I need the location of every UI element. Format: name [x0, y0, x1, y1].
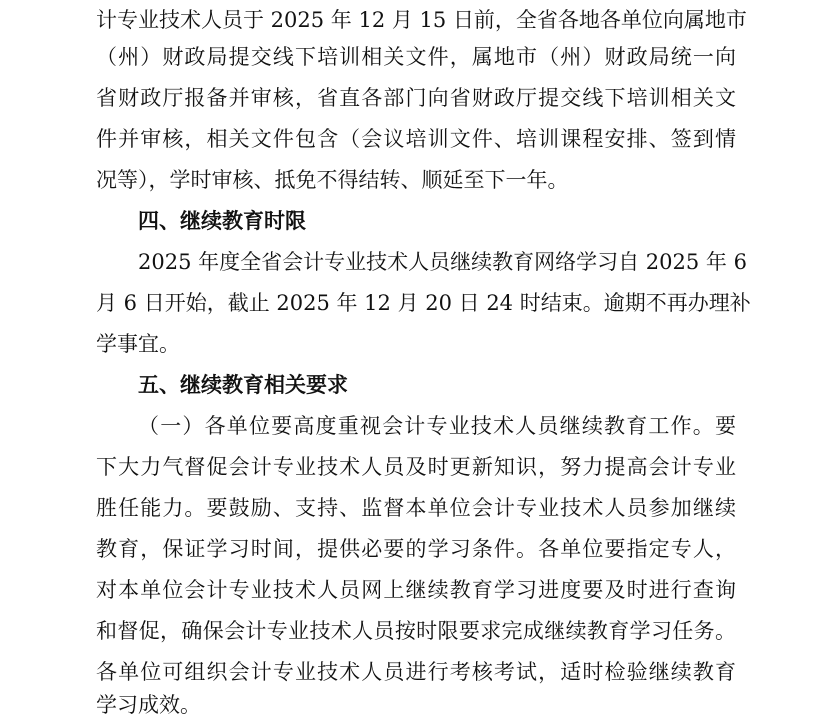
section-heading-4: 四、继续教育时限 — [138, 209, 306, 233]
paragraph-line: 计专业技术人员于 2025 年 12 月 15 日前，全省各地各单位向属地市 — [96, 8, 747, 32]
paragraph-line: 对本单位会计专业技术人员网上继续教育学习进度要及时进行查询 — [96, 578, 736, 602]
paragraph-line: 件并审核，相关文件包含（会议培训文件、培训课程安排、签到情 — [96, 127, 736, 151]
paragraph-line: 下大力气督促会计专业技术人员及时更新知识，努力提高会计专业 — [96, 455, 736, 479]
paragraph-line: 2025 年度全省会计专业技术人员继续教育网络学习自 2025 年 6 — [138, 250, 747, 274]
paragraph-line: 教育，保证学习时间，提供必要的学习条件。各单位要指定专人， — [96, 537, 736, 561]
paragraph-line: 学习成效。 — [96, 693, 201, 717]
paragraph-line: 各单位可组织会计专业技术人员进行考核考试，适时检验继续教育 — [96, 660, 736, 684]
paragraph-line: 胜任能力。要鼓励、支持、监督本单位会计专业技术人员参加继续 — [96, 496, 736, 520]
section-heading-5: 五、继续教育相关要求 — [138, 373, 348, 397]
paragraph-line: 学事宜。 — [96, 332, 180, 356]
paragraph-line: 况等），学时审核、抵免不得结转、顺延至下一年。 — [96, 168, 569, 192]
paragraph-line: 省财政厅报备并审核，省直各部门向省财政厅提交线下培训相关文 — [96, 86, 736, 110]
paragraph-line: （州）财政局提交线下培训相关文件，属地市（州）财政局统一向 — [96, 45, 736, 69]
paragraph-line: （一）各单位要高度重视会计专业技术人员继续教育工作。要 — [138, 414, 736, 438]
paragraph-line: 和督促，确保会计专业技术人员按时限要求完成继续教育学习任务。 — [96, 619, 736, 643]
paragraph-line: 月 6 日开始，截止 2025 年 12 月 20 日 24 时结束。逾期不再办理补 — [96, 291, 751, 315]
